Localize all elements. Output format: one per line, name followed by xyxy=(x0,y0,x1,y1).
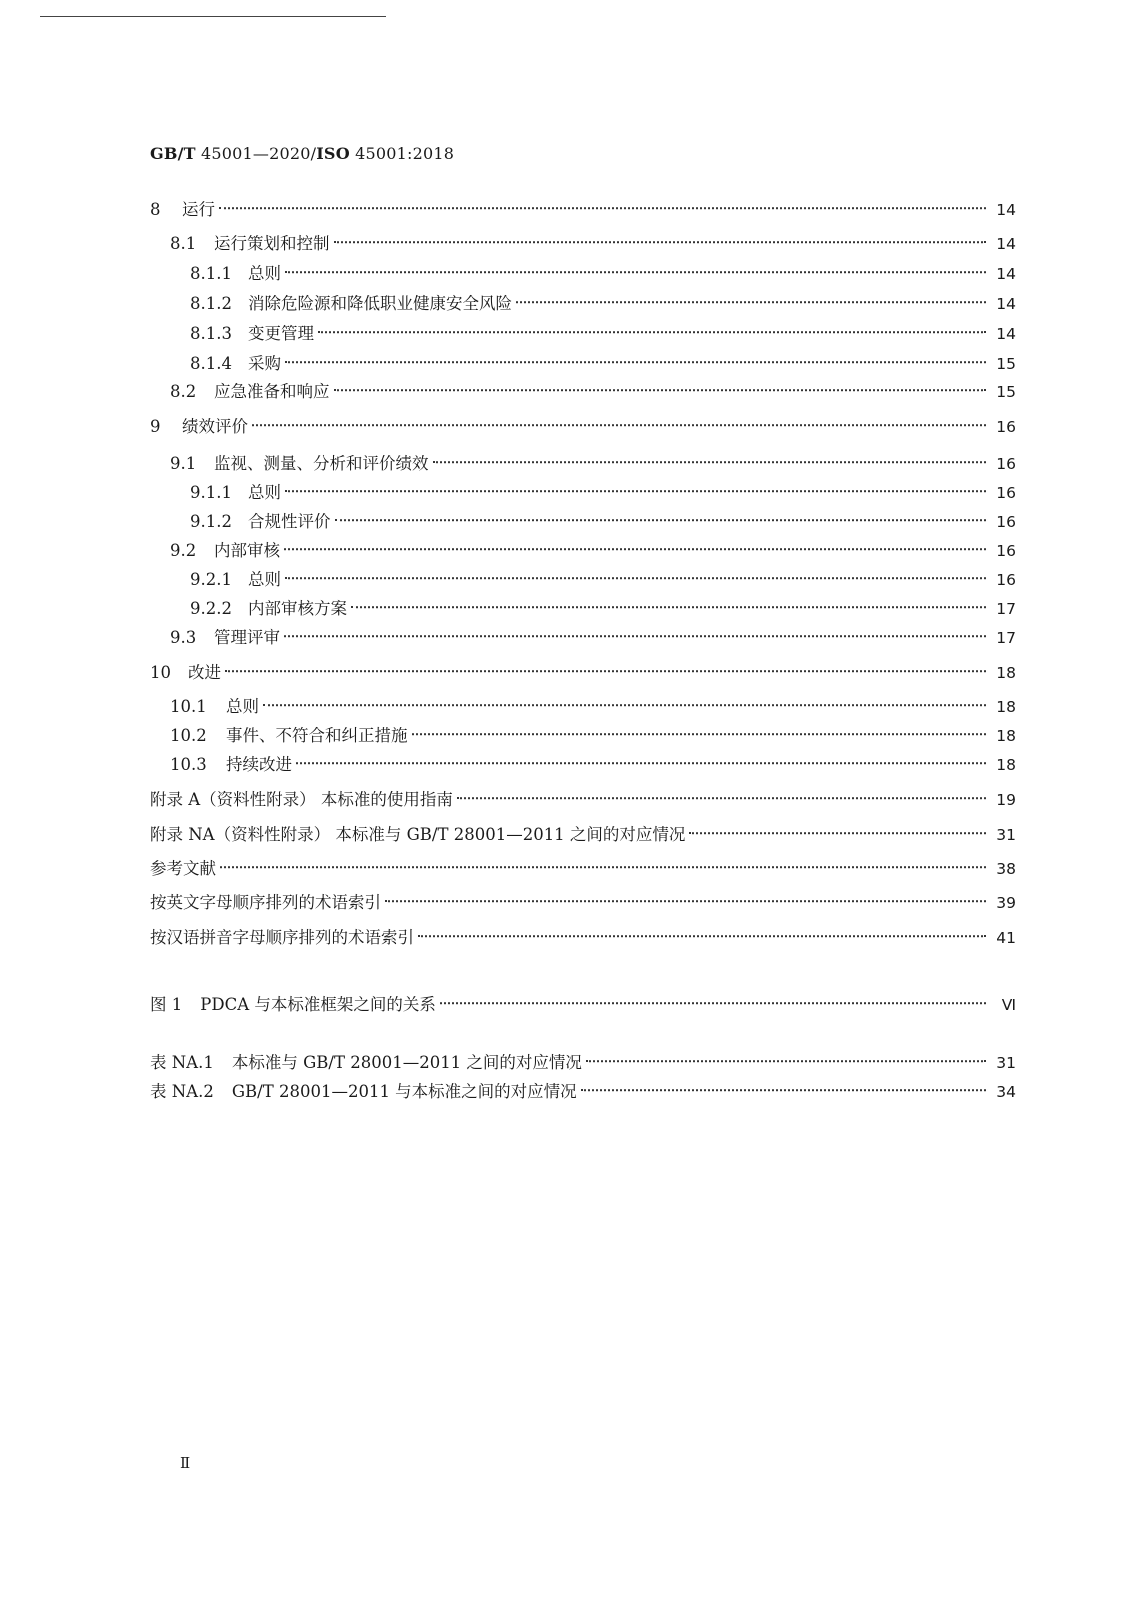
dot-leader xyxy=(263,688,986,707)
toc-entry-number: 8.1.3 xyxy=(190,324,232,343)
toc-entry-page: 15 xyxy=(996,355,1016,373)
dot-leader xyxy=(335,503,987,521)
dot-leader xyxy=(586,1044,986,1063)
dot-leader xyxy=(225,654,986,673)
standard-code-number: 45001—2020/ xyxy=(195,144,317,163)
figure-title: PDCA 与本标准框架之间的关系 xyxy=(200,995,436,1014)
toc-entry-page: 38 xyxy=(996,860,1016,878)
toc-entry-page: 15 xyxy=(996,383,1016,401)
toc-entry-9-1-1[interactable] xyxy=(190,479,1016,505)
table-number: 表 NA.1 xyxy=(150,1053,214,1072)
toc-entry-number: 8.1.2 xyxy=(190,294,232,313)
toc-entry-number: 9 xyxy=(150,417,161,436)
toc-entry-8[interactable] xyxy=(150,196,1016,222)
dot-leader xyxy=(334,373,987,392)
dot-leader xyxy=(689,816,986,835)
toc-entry-page: 18 xyxy=(996,698,1016,716)
toc-entry-8-1[interactable] xyxy=(170,230,1016,256)
dot-leader xyxy=(334,225,987,244)
dot-leader xyxy=(285,474,986,493)
toc-entry-annex-na[interactable] xyxy=(150,821,1016,847)
toc-entry-8-1-3[interactable] xyxy=(190,320,1016,346)
figure-number: 图 1 xyxy=(150,995,183,1014)
toc-entry-10-3[interactable] xyxy=(170,751,1016,777)
dot-leader xyxy=(284,619,986,638)
toc-entry-9-2[interactable] xyxy=(170,537,1016,563)
dot-leader xyxy=(285,255,986,274)
toc-entry-title: 事件、不符合和纠正措施 xyxy=(226,726,408,745)
toc-entry-title: 运行 xyxy=(182,200,215,219)
dot-leader xyxy=(220,850,986,869)
toc-entry-9-2-2[interactable] xyxy=(190,595,1016,621)
toc-entry-page: 16 xyxy=(996,542,1016,560)
toc-entry-page: 19 xyxy=(996,791,1016,809)
toc-entry-number: 8 xyxy=(150,200,161,219)
toc-entry-number: 9.2.1 xyxy=(190,570,232,589)
toc-entry-page: 14 xyxy=(996,295,1016,313)
dot-leader xyxy=(252,408,986,427)
toc-entry-page: 18 xyxy=(996,727,1016,745)
figure-page: Ⅵ xyxy=(1001,996,1016,1014)
toc-entry-title: 持续改进 xyxy=(226,755,292,774)
toc-entry-title: 应急准备和响应 xyxy=(214,382,330,401)
toc-entry-title: 运行策划和控制 xyxy=(214,234,330,253)
iso-code-prefix: ISO xyxy=(316,144,350,163)
toc-entry-number: 10 xyxy=(150,663,171,682)
toc-entry-title: 附录 A（资料性附录） 本标准的使用指南 xyxy=(150,790,453,809)
toc-entry-page: 41 xyxy=(996,929,1016,947)
toc-entry-number: 10.3 xyxy=(170,755,207,774)
toc-entry-title: 内部审核方案 xyxy=(248,599,347,618)
toc-entry-number: 9.2.2 xyxy=(190,599,232,618)
table-title: 本标准与 GB/T 28001—2011 之间的对应情况 xyxy=(231,1053,582,1072)
iso-code-number: 45001:2018 xyxy=(349,144,455,163)
dot-leader xyxy=(440,986,986,1005)
toc-entry-title: 消除危险源和降低职业健康安全风险 xyxy=(248,294,512,313)
toc-entry-8-2[interactable] xyxy=(170,378,1016,404)
dot-leader xyxy=(351,590,986,609)
toc-entry-title: 改进 xyxy=(188,663,221,682)
toc-entry-page: 14 xyxy=(996,201,1016,219)
toc-entry-10-2[interactable] xyxy=(170,722,1016,748)
toc-entry-8-1-1[interactable] xyxy=(190,260,1016,286)
toc-entry-title: 总则 xyxy=(226,697,259,716)
toc-entry-number: 8.2 xyxy=(170,382,197,401)
dot-leader xyxy=(285,345,986,364)
toc-entry-title: 总则 xyxy=(248,264,281,283)
toc-entry-title: 合规性评价 xyxy=(248,512,331,531)
toc-entry-page: 18 xyxy=(996,664,1016,682)
toc-entry-10[interactable] xyxy=(150,659,1016,685)
toc-entry-page: 16 xyxy=(996,571,1016,589)
dot-leader xyxy=(385,884,986,903)
toc-entry-title: 参考文献 xyxy=(150,859,216,878)
toc-entry-8-1-2[interactable] xyxy=(190,290,1016,316)
toc-entry-number: 8.1.1 xyxy=(190,264,232,283)
toc-entry-page: 16 xyxy=(996,455,1016,473)
toc-entry-title: 按汉语拼音字母顺序排列的术语索引 xyxy=(150,928,414,947)
toc-entry-index-english[interactable] xyxy=(150,889,1016,915)
toc-entry-title: 总则 xyxy=(248,483,281,502)
toc-entry-page: 31 xyxy=(996,826,1016,844)
toc-entry-9[interactable] xyxy=(150,413,1016,439)
toc-entry-page: 14 xyxy=(996,235,1016,253)
toc-entry-page: 16 xyxy=(996,513,1016,531)
toc-entry-9-2-1[interactable] xyxy=(190,566,1016,592)
toc-entry-page: 14 xyxy=(996,265,1016,283)
toc-entry-10-1[interactable] xyxy=(170,693,1016,719)
toc-entry-9-1-2[interactable] xyxy=(190,508,1016,534)
toc-entry-number: 9.2 xyxy=(170,541,197,560)
toc-entry-number: 9.1.1 xyxy=(190,483,232,502)
toc-entry-page: 39 xyxy=(996,894,1016,912)
page-number: Ⅱ xyxy=(180,1454,191,1472)
dot-leader xyxy=(581,1073,986,1092)
toc-entry-title: 总则 xyxy=(248,570,281,589)
toc-entry-page: 16 xyxy=(996,418,1016,436)
toc-entry-annex-a[interactable] xyxy=(150,786,1016,812)
toc-entry-number: 9.1 xyxy=(170,454,197,473)
dot-leader xyxy=(516,285,986,304)
toc-entry-bibliography[interactable] xyxy=(150,855,1016,881)
toc-entry-number: 10.1 xyxy=(170,697,207,716)
standard-code-prefix: GB/T xyxy=(150,144,196,163)
toc-entry-page: 18 xyxy=(996,756,1016,774)
toc-entry-number: 8.1.4 xyxy=(190,354,232,373)
table-number: 表 NA.2 xyxy=(150,1082,214,1101)
dot-leader xyxy=(418,919,986,938)
dot-leader xyxy=(318,315,986,334)
toc-entry-title: 绩效评价 xyxy=(182,417,248,436)
toc-entry-title: 监视、测量、分析和评价绩效 xyxy=(214,454,429,473)
toc-entry-page: 17 xyxy=(996,600,1016,618)
toc-entry-title: 采购 xyxy=(248,354,281,373)
toc-entry-page: 16 xyxy=(996,484,1016,502)
dot-leader xyxy=(285,561,986,580)
toc-table-na1[interactable] xyxy=(150,1049,1016,1075)
toc-entry-page: 14 xyxy=(996,325,1016,343)
toc-entry-page: 17 xyxy=(996,629,1016,647)
toc-entry-number: 9.1.2 xyxy=(190,512,232,531)
toc-entry-title: 管理评审 xyxy=(214,628,280,647)
dot-leader xyxy=(457,781,986,800)
table-page: 34 xyxy=(996,1083,1016,1101)
table-page: 31 xyxy=(996,1054,1016,1072)
toc-entry-number: 9.3 xyxy=(170,628,197,647)
dot-leader xyxy=(284,532,986,551)
toc-entry-number: 8.1 xyxy=(170,234,197,253)
toc-entry-9-1[interactable] xyxy=(170,450,1016,476)
dot-leader xyxy=(219,191,986,210)
toc-entry-title: 变更管理 xyxy=(248,324,314,343)
dot-leader xyxy=(296,746,986,765)
table-title: GB/T 28001—2011 与本标准之间的对应情况 xyxy=(231,1082,577,1101)
toc-entry-title: 附录 NA（资料性附录） 本标准与 GB/T 28001—2011 之间的对应情况 xyxy=(150,825,686,844)
toc-entry-title: 内部审核 xyxy=(214,541,280,560)
dot-leader xyxy=(433,445,987,464)
toc-entry-index-pinyin[interactable] xyxy=(150,924,1016,950)
toc-table-na2[interactable] xyxy=(150,1078,1016,1104)
toc-entry-title: 按英文字母顺序排列的术语索引 xyxy=(150,893,381,912)
toc-entry-9-3[interactable] xyxy=(170,624,1016,650)
dot-leader xyxy=(412,717,987,736)
toc-figure-1[interactable] xyxy=(150,991,1016,1017)
toc-entry-number: 10.2 xyxy=(170,726,207,745)
